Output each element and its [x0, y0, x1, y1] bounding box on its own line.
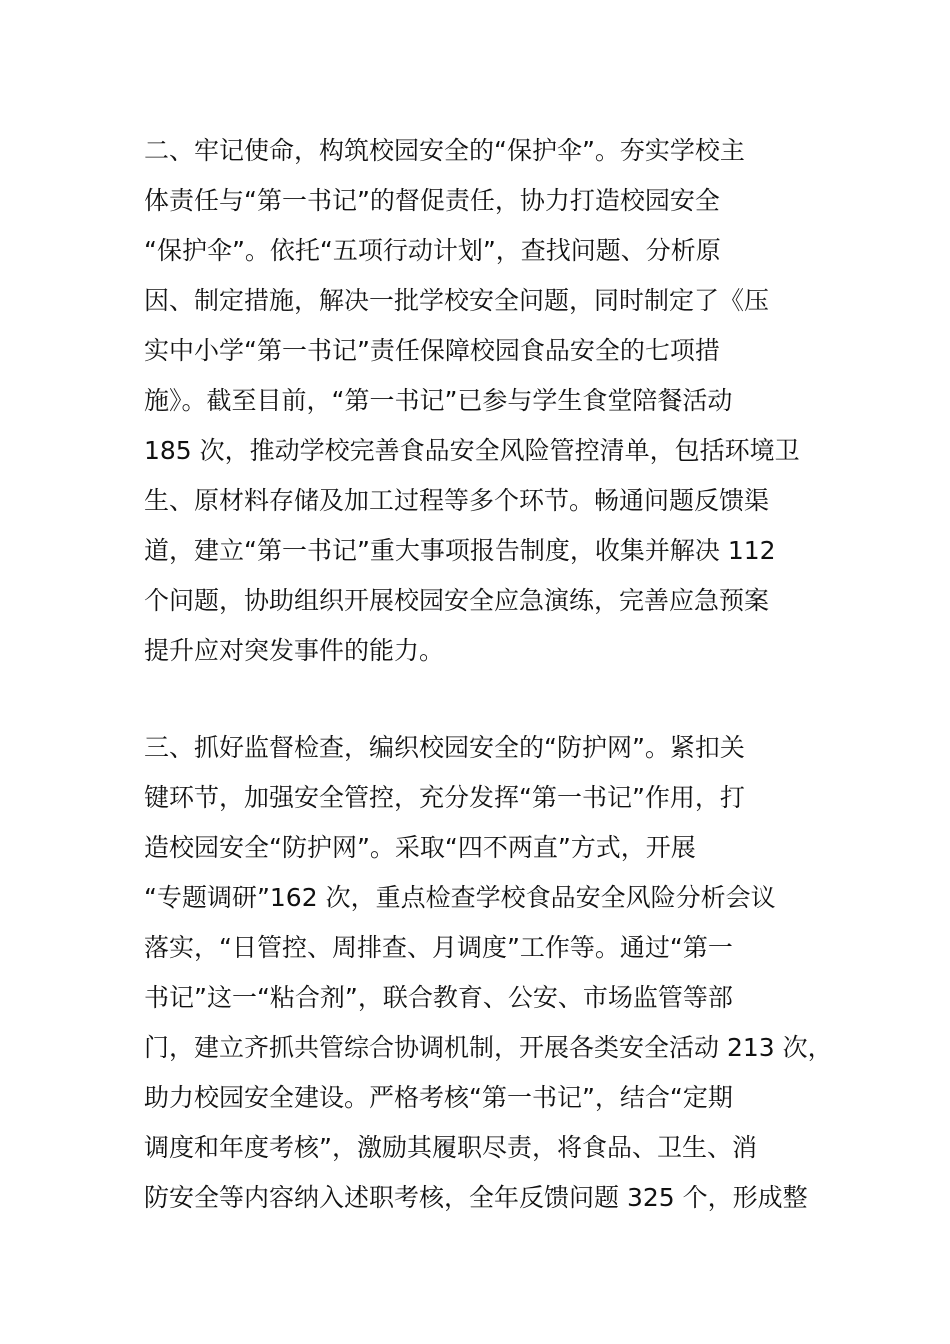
paragraph-line: 落实，“日管控、周排查、月调度”工作等。通过“第一 [144, 933, 733, 962]
paragraph-line: 185 次，推动学校完善食品安全风险管控清单，包括环境卫 [144, 436, 800, 465]
paragraph-line: 道，建立“第一书记”重大事项报告制度，收集并解决 112 [144, 536, 776, 565]
paragraph-line: 施》。截至目前，“第一书记”已参与学生食堂陪餐活动 [144, 386, 733, 415]
paragraph-line: 提升应对突发事件的能力。 [144, 636, 445, 665]
paragraph-mission [144, 126, 844, 676]
paragraph-line: “保护伞”。依托“五项行动计划”，查找问题、分析原 [144, 236, 721, 265]
paragraph-line: 门，建立齐抓共管综合协调机制，开展各类安全活动 213 次， [144, 1033, 833, 1062]
paragraph-line: 二、牢记使命，构筑校园安全的“保护伞”。夯实学校主 [144, 136, 745, 165]
paragraph-line: 助力校园安全建设。严格考核“第一书记”，结合“定期 [144, 1083, 733, 1112]
paragraph-supervision [144, 723, 844, 1223]
paragraph-line: 因、制定措施，解决一批学校安全问题，同时制定了《压 [144, 286, 770, 315]
paragraph-line: 调度和年度考核”，激励其履职尽责，将食品、卫生、消 [144, 1133, 757, 1162]
paragraph-line: 个问题，协助组织开展校园安全应急演练，完善应急预案 [144, 586, 770, 615]
paragraph-line: “专题调研”162 次，重点检查学校食品安全风险分析会议 [144, 883, 776, 912]
paragraph-line: 实中小学“第一书记”责任保障校园食品安全的七项措 [144, 336, 720, 365]
paragraph-line: 三、抓好监督检查，编织校园安全的“防护网”。紧扣关 [144, 733, 745, 762]
paragraph-line: 防安全等内容纳入述职考核，全年反馈问题 325 个，形成整 [144, 1183, 808, 1212]
paragraph-line: 造校园安全“防护网”。采取“四不两直”方式，开展 [144, 833, 696, 862]
paragraph-line: 生、原材料存储及加工过程等多个环节。畅通问题反馈渠 [144, 486, 770, 515]
paragraph-line: 书记”这一“粘合剂”，联合教育、公安、市场监管等部 [144, 983, 733, 1012]
paragraph-line: 键环节，加强安全管控，充分发挥“第一书记”作用，打 [144, 783, 745, 812]
paragraph-line: 体责任与“第一书记”的督促责任，协力打造校园安全 [144, 186, 720, 215]
